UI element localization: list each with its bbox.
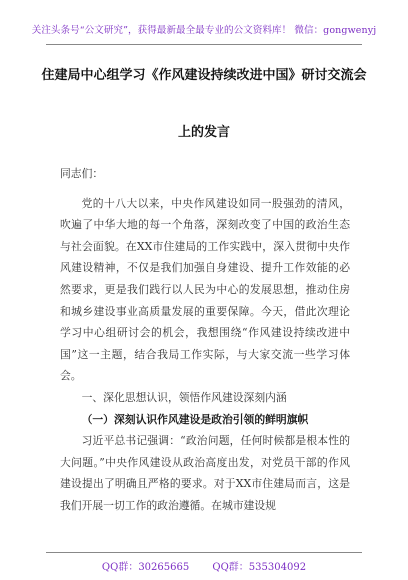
header-notice: 关注头条号“公文研究”，获得最新最全最专业的公文资料库！ 微信：gongwenyj [31, 25, 377, 36]
footer [0, 558, 408, 573]
footer-qq-group-1: QQ群：30265665 [101, 562, 190, 573]
document-title: 住建局中心组学习《作风建设持续改进中国》研讨交流会 [41, 68, 367, 83]
subsection-heading: （一）深刻认识作风建设是政治引领的鲜明旗帜 [81, 412, 309, 426]
section-heading: 一、深化思想认识，领悟作风建设深刻内涵 [81, 390, 287, 404]
greeting: 同志们： [60, 167, 104, 180]
document-body [60, 163, 350, 517]
body-paragraph: 习近平总书记强调：“政治问题，任何时候都是根本性的大问题。”中央作风建设从政治高度出发，对党员干部的作风建设提出了明确且严格的要求。对于XX市住建局而言，这是我们开展一切工作的政治遵循。在城市建设规 [60, 434, 350, 512]
footer-qq-group-2: QQ群：535304092 [212, 562, 307, 573]
header-divider [46, 44, 362, 45]
footer-divider [46, 552, 362, 553]
document-subtitle: 上的发言 [177, 125, 230, 140]
body-paragraph: 党的十八大以来，中央作风建设如同一股强劲的清风，吹遍了中华大地的每一个角落，深刻改变了中国的政治生态与社会面貌。在XX市住建局的工作实践中，深入贯彻中央作风建设精神，不仅是我们加强自身建设、提升工作效能的必然要求，更是我们践行以人民为中心的发展思想，推动住房和城乡建设事业高质量发展的重要保障。今天，借此次理论学习中心组研讨会的机会，我想围绕“作风建设持续改进中国”这一主题，结合我局工作实际，与大家交流一些学习体会。 [60, 196, 350, 383]
